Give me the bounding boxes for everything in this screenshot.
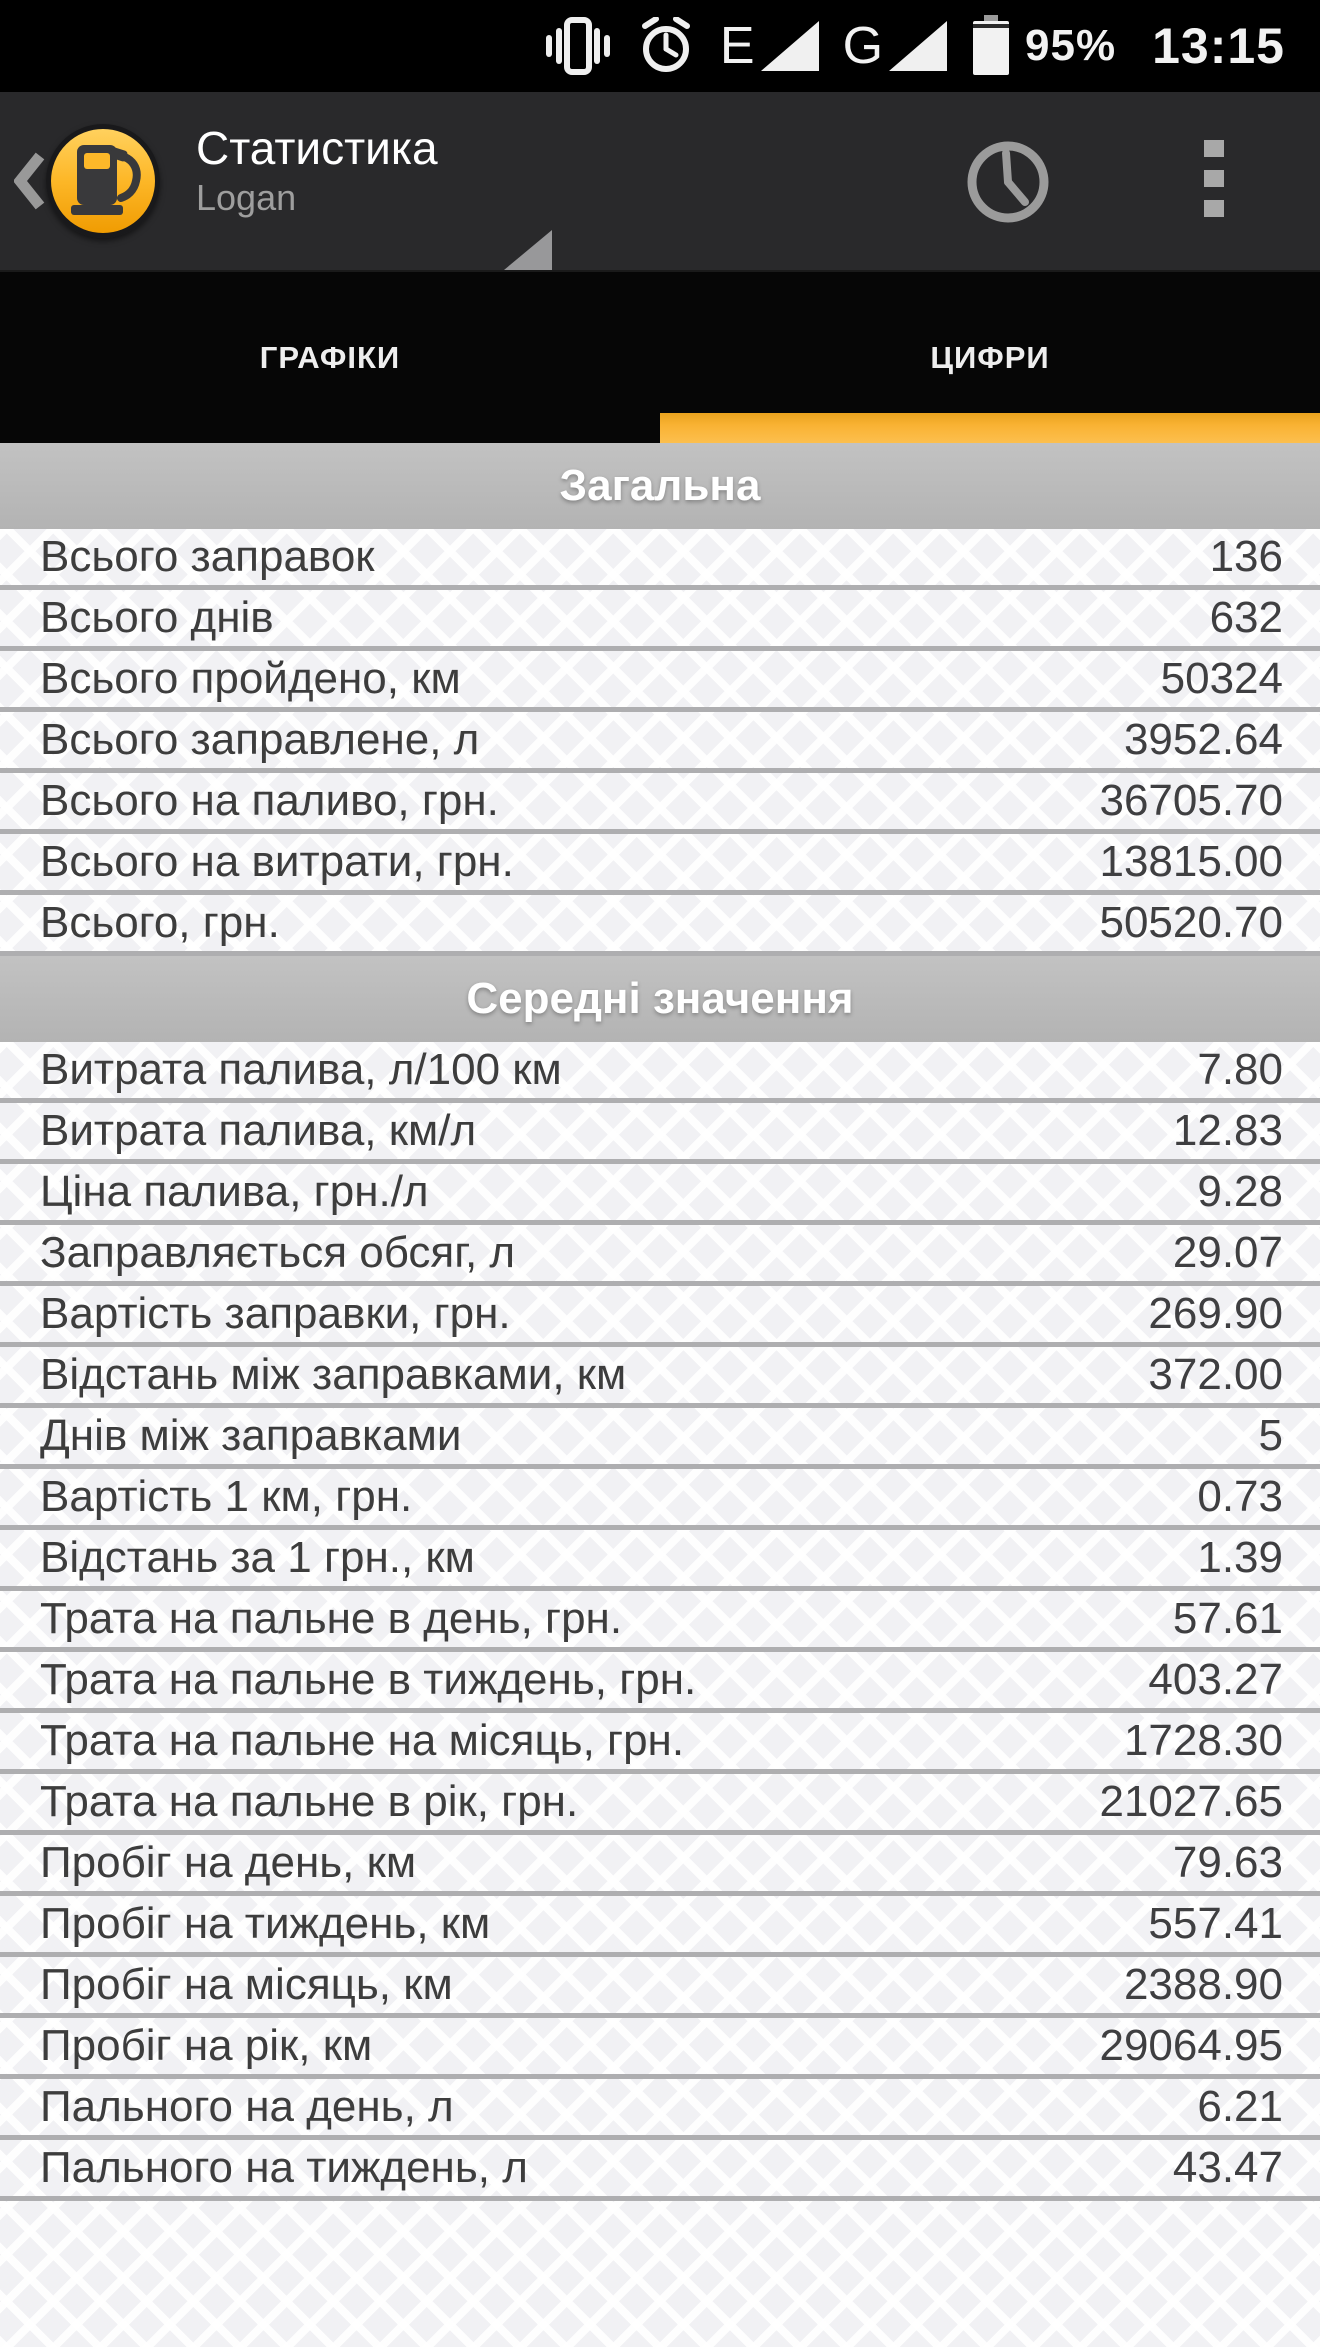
stat-value: 13815.00	[1099, 837, 1283, 886]
tab-graphs-label: ГРАФІКИ	[259, 339, 401, 375]
stat-label: Всього заправок	[40, 532, 375, 581]
stat-row	[0, 895, 1320, 956]
stat-value: 29.07	[1172, 1228, 1283, 1277]
tab-bar	[0, 272, 1320, 443]
stat-row	[0, 1103, 1320, 1164]
stat-value: 43.47	[1172, 2143, 1283, 2192]
stat-row	[0, 1957, 1320, 2018]
stat-label: Відстань між заправками, км	[40, 1350, 627, 1399]
stat-value: 9.28	[1197, 1167, 1283, 1216]
stat-value: 136	[1209, 532, 1283, 581]
stat-label: Трата на пальне в день, грн.	[40, 1594, 623, 1643]
vibrate-icon	[544, 17, 612, 75]
stat-value: 7.80	[1197, 1045, 1283, 1094]
stat-label: Трата на пальне на місяць, грн.	[40, 1716, 685, 1765]
network-type-gprs: G	[842, 17, 884, 75]
stat-value: 269.90	[1148, 1289, 1283, 1338]
stat-row	[0, 1469, 1320, 1530]
alarm-icon	[636, 17, 696, 75]
tab-numbers-label: ЦИФРИ	[930, 339, 1050, 375]
stat-value: 50324	[1160, 654, 1283, 703]
stat-value: 1728.30	[1123, 1716, 1283, 1765]
stat-label: Пробіг на рік, км	[40, 2021, 373, 2070]
vehicle-spinner-triangle-icon[interactable]	[504, 230, 552, 270]
stat-value: 632	[1209, 593, 1283, 642]
stat-row	[0, 1408, 1320, 1469]
title-block[interactable]	[196, 120, 438, 220]
stat-row	[0, 834, 1320, 895]
stat-value: 57.61	[1172, 1594, 1283, 1643]
stat-value: 2388.90	[1123, 1960, 1283, 2009]
stat-label: Пробіг на тиждень, км	[40, 1899, 491, 1948]
stat-row	[0, 1042, 1320, 1103]
app-header	[0, 92, 1320, 272]
stat-label: Заправляється обсяг, л	[40, 1228, 516, 1277]
stat-value: 557.41	[1148, 1899, 1283, 1948]
active-tab-indicator	[660, 413, 1320, 443]
stat-value: 372.00	[1148, 1350, 1283, 1399]
stat-row	[0, 1774, 1320, 1835]
signal-triangle-icon	[889, 21, 947, 71]
stat-row	[0, 2140, 1320, 2201]
stat-row	[0, 1896, 1320, 1957]
signal-triangle-icon	[761, 21, 819, 71]
stat-value: 12.83	[1172, 1106, 1283, 1155]
section-header: Середні значення	[0, 956, 1320, 1042]
stat-row	[0, 1225, 1320, 1286]
network-type-edge: E	[719, 17, 755, 75]
stat-label: Трата на пальне в рік, грн.	[40, 1777, 579, 1826]
overflow-menu-icon[interactable]	[1204, 140, 1226, 217]
stat-row	[0, 712, 1320, 773]
stat-label: Пробіг на місяць, км	[40, 1960, 453, 2009]
overflow-dot	[1204, 170, 1224, 187]
stat-row	[0, 1530, 1320, 1591]
stat-row	[0, 2018, 1320, 2079]
stat-label: Пробіг на день, км	[40, 1838, 417, 1887]
section-header: Загальна	[0, 443, 1320, 529]
stat-label: Відстань за 1 грн., км	[40, 1533, 475, 1582]
stat-label: Ціна палива, грн./л	[40, 1167, 429, 1216]
fuel-pump-app-icon[interactable]	[46, 124, 160, 238]
stat-label: Всього днів	[40, 593, 274, 642]
stat-value: 50520.70	[1099, 898, 1283, 947]
stat-value: 0.73	[1197, 1472, 1283, 1521]
history-clock-icon[interactable]	[962, 136, 1054, 228]
stat-value: 1.39	[1197, 1533, 1283, 1582]
stat-label: Всього на витрати, грн.	[40, 837, 514, 886]
stat-row	[0, 1347, 1320, 1408]
stat-label: Витрата палива, км/л	[40, 1106, 477, 1155]
stat-label: Всього пройдено, км	[40, 654, 461, 703]
stat-value: 3952.64	[1123, 715, 1283, 764]
battery-icon	[971, 15, 1011, 77]
stat-label: Трата на пальне в тиждень, грн.	[40, 1655, 697, 1704]
status-bar	[0, 0, 1320, 92]
stat-row	[0, 1286, 1320, 1347]
overflow-dot	[1204, 140, 1224, 157]
stats-list	[0, 443, 1320, 2347]
stat-row	[0, 1164, 1320, 1225]
stat-row	[0, 773, 1320, 834]
stat-label: Всього, грн.	[40, 898, 280, 947]
clock-time: 13:15	[1152, 18, 1285, 74]
page-title: Статистика	[196, 122, 438, 174]
vehicle-name: Logan	[196, 177, 297, 218]
stat-row	[0, 590, 1320, 651]
stat-row	[0, 651, 1320, 712]
stat-row	[0, 529, 1320, 590]
stat-label: Пального на день, л	[40, 2082, 454, 2131]
stat-value: 5	[1258, 1411, 1283, 1460]
stat-label: Вартість заправки, грн.	[40, 1289, 511, 1338]
stat-value: 29064.95	[1099, 2021, 1283, 2070]
stat-label: Днів між заправками	[40, 1411, 462, 1460]
stat-value: 79.63	[1172, 1838, 1283, 1887]
stat-row	[0, 2079, 1320, 2140]
stat-row	[0, 1652, 1320, 1713]
overflow-dot	[1204, 200, 1224, 217]
tab-graphs[interactable]	[0, 272, 660, 443]
stat-row	[0, 1835, 1320, 1896]
stat-value: 36705.70	[1099, 776, 1283, 825]
stat-value: 6.21	[1197, 2082, 1283, 2131]
stat-label: Всього на паливо, грн.	[40, 776, 499, 825]
stat-label: Вартість 1 км, грн.	[40, 1472, 413, 1521]
stat-label: Всього заправлене, л	[40, 715, 480, 764]
stat-value: 21027.65	[1099, 1777, 1283, 1826]
battery-percent: 95%	[1025, 21, 1117, 70]
stat-row	[0, 1713, 1320, 1774]
stat-label: Витрата палива, л/100 км	[40, 1045, 562, 1094]
stat-label: Пального на тиждень, л	[40, 2143, 528, 2192]
stat-row	[0, 1591, 1320, 1652]
stat-value: 403.27	[1148, 1655, 1283, 1704]
back-chevron-icon[interactable]	[14, 150, 46, 212]
